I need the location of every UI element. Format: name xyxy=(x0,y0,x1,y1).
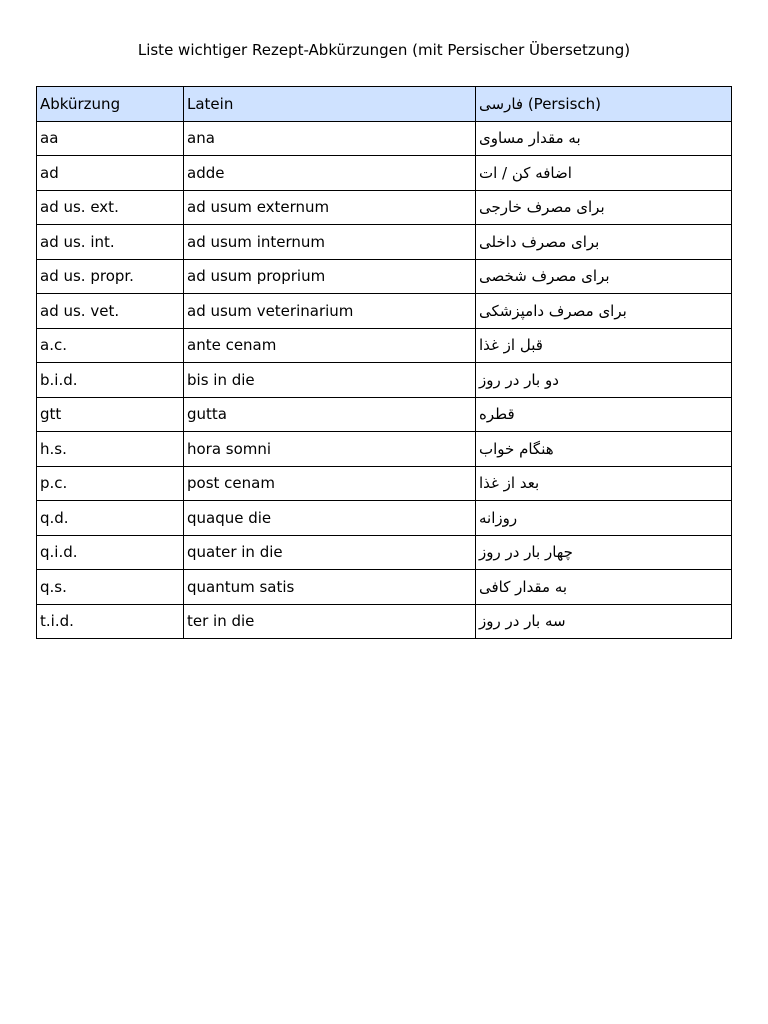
abbreviation-cell: ad us. int. xyxy=(37,225,184,260)
abbreviation-cell: b.i.d. xyxy=(37,363,184,398)
abbreviation-cell: ad us. vet. xyxy=(37,294,184,329)
abbreviation-cell: q.i.d. xyxy=(37,535,184,570)
latin-cell: bis in die xyxy=(184,363,476,398)
persian-cell: هنگام خواب xyxy=(476,432,732,467)
persian-cell: برای مصرف دامپزشکی xyxy=(476,294,732,329)
page-title: Liste wichtiger Rezept-Abkürzungen (mit Persischer Übersetzung) xyxy=(137,41,631,59)
persian-cell: به مقدار کافی xyxy=(476,570,732,605)
table-row xyxy=(37,225,732,260)
abbreviation-cell: aa xyxy=(37,121,184,156)
abbreviation-cell: ad xyxy=(37,156,184,191)
table-row xyxy=(37,363,732,398)
abbreviation-cell: q.d. xyxy=(37,501,184,536)
latin-cell: ad usum veterinarium xyxy=(184,294,476,329)
column-header-abbreviation: Abkürzung xyxy=(37,87,184,122)
latin-cell: ana xyxy=(184,121,476,156)
latin-cell: adde xyxy=(184,156,476,191)
latin-cell: ante cenam xyxy=(184,328,476,363)
table-row xyxy=(37,156,732,191)
persian-cell: اضافه کن / ات xyxy=(476,156,732,191)
latin-cell: ad usum proprium xyxy=(184,259,476,294)
abbreviation-cell: h.s. xyxy=(37,432,184,467)
latin-cell: quaque die xyxy=(184,501,476,536)
persian-cell: به مقدار مساوی xyxy=(476,121,732,156)
latin-cell: hora somni xyxy=(184,432,476,467)
abbreviation-table xyxy=(36,86,732,639)
latin-cell: gutta xyxy=(184,397,476,432)
latin-cell: quater in die xyxy=(184,535,476,570)
table-row xyxy=(37,328,732,363)
latin-cell: quantum satis xyxy=(184,570,476,605)
table-row xyxy=(37,294,732,329)
table-row xyxy=(37,432,732,467)
column-header-persian: فارسی (Persisch) xyxy=(476,87,732,122)
persian-cell: برای مصرف شخصی xyxy=(476,259,732,294)
latin-cell: ter in die xyxy=(184,604,476,639)
persian-cell: چهار بار در روز xyxy=(476,535,732,570)
abbreviation-cell: t.i.d. xyxy=(37,604,184,639)
abbreviation-cell: ad us. propr. xyxy=(37,259,184,294)
persian-cell: سه بار در روز xyxy=(476,604,732,639)
persian-cell: برای مصرف خارجی xyxy=(476,190,732,225)
table-row xyxy=(37,259,732,294)
table-row xyxy=(37,570,732,605)
table-row xyxy=(37,397,732,432)
table-row xyxy=(37,190,732,225)
table-row xyxy=(37,501,732,536)
persian-cell: قبل از غذا xyxy=(476,328,732,363)
latin-cell: ad usum externum xyxy=(184,190,476,225)
table-row xyxy=(37,121,732,156)
persian-cell: دو بار در روز xyxy=(476,363,732,398)
persian-cell: بعد از غذا xyxy=(476,466,732,501)
table-header-row xyxy=(37,87,732,122)
latin-cell: ad usum internum xyxy=(184,225,476,260)
persian-cell: روزانه xyxy=(476,501,732,536)
persian-cell: قطره xyxy=(476,397,732,432)
table-row xyxy=(37,466,732,501)
abbreviation-cell: ad us. ext. xyxy=(37,190,184,225)
abbreviation-cell: p.c. xyxy=(37,466,184,501)
column-header-latin: Latein xyxy=(184,87,476,122)
table-row xyxy=(37,604,732,639)
table-row xyxy=(37,535,732,570)
abbreviation-cell: a.c. xyxy=(37,328,184,363)
latin-cell: post cenam xyxy=(184,466,476,501)
abbreviation-cell: q.s. xyxy=(37,570,184,605)
persian-cell: برای مصرف داخلی xyxy=(476,225,732,260)
abbreviation-cell: gtt xyxy=(37,397,184,432)
